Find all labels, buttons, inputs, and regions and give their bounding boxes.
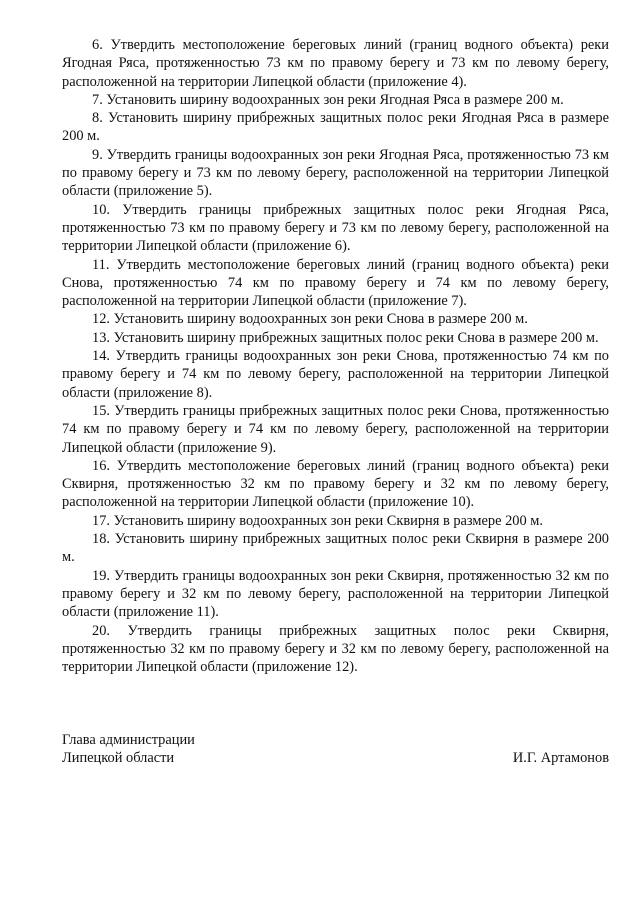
paragraph-6: 6. Утвердить местоположение береговых линий (границ водного объекта) реки Ягодная Ряса, протяженностью 73 км по правому берегу и 73 км по левому берегу, расположенной на территории Липецкой области (приложение 4).: [62, 37, 609, 90]
paragraph-8: 8. Установить ширину прибрежных защитных полос реки Ягодная Ряса в размере 200 м.: [62, 110, 609, 145]
paragraph-12: 12. Установить ширину водоохранных зон реки Снова в размере 200 м.: [92, 311, 528, 328]
paragraph-17: 17. Установить ширину водоохранных зон реки Сквирня в размере 200 м.: [92, 512, 543, 529]
paragraph-20: 20. Утвердить границы прибрежных защитных полос реки Сквирня, протяженностью 32 км по правому берегу и 32 км по левому берегу, расположенной на территории Липецкой области (приложение 12).: [62, 622, 609, 676]
document-body: [62, 36, 609, 676]
signatory-title-line1: Глава администрации: [62, 732, 195, 748]
paragraph-7: 7. Установить ширину водоохранных зон реки Ягодная Ряса в размере 200 м.: [92, 91, 564, 108]
paragraph-18: 18. Установить ширину прибрежных защитных полос реки Сквирня в размере 200 м.: [62, 531, 609, 566]
paragraph-16: 16. Утвердить местоположение береговых линий (границ водного объекта) реки Сквирня, протяженностью 32 км по правому берегу и 32 км по левому берегу, расположенной на территории Липецкой области (приложение 10).: [62, 457, 609, 511]
paragraph-15: 15. Утвердить границы прибрежных защитных полос реки Снова, протяженностью 74 км по правому берегу и 74 км по левому берегу, расположенной на территории Липецкой области (приложение 9).: [62, 402, 609, 456]
signatory-title-line2: Липецкой области: [62, 750, 175, 767]
signature-row: [62, 749, 609, 767]
signatory-name: И.Г. Артамонов: [512, 750, 609, 767]
paragraph-9: 9. Утвердить границы водоохранных зон реки Ягодная Ряса, протяженностью 73 км по правому берегу и 73 км по левому берегу, расположенной на территории Липецкой области (приложение 5).: [62, 146, 609, 200]
signature-block: [62, 731, 609, 768]
paragraph-13: 13. Установить ширину прибрежных защитных полос реки Снова в размере 200 м.: [92, 329, 599, 346]
paragraph-14: 14. Утвердить границы водоохранных зон реки Снова, протяженностью 74 км по правому берегу и 74 км по левому берегу, расположенной на территории Липецкой области (приложение 8).: [62, 348, 609, 401]
paragraph-19: 19. Утвердить границы водоохранных зон реки Сквирня, протяженностью 32 км по правому берегу и 32 км по левому берегу, расположенной на территории Липецкой области (приложение 11).: [62, 567, 609, 621]
paragraph-10: 10. Утвердить границы прибрежных защитных полос реки Ягодная Ряса, протяженностью 73 км по правому берегу и 73 км по левому берегу, расположенной на территории Липецкой области (приложение 6).: [62, 201, 609, 255]
paragraph-11: 11. Утвердить местоположение береговых линий (границ водного объекта) реки Снова, протяженностью 74 км по правому берегу и 74 км по левому берегу, расположенной на территории Липецкой области (приложение 7).: [62, 256, 609, 310]
